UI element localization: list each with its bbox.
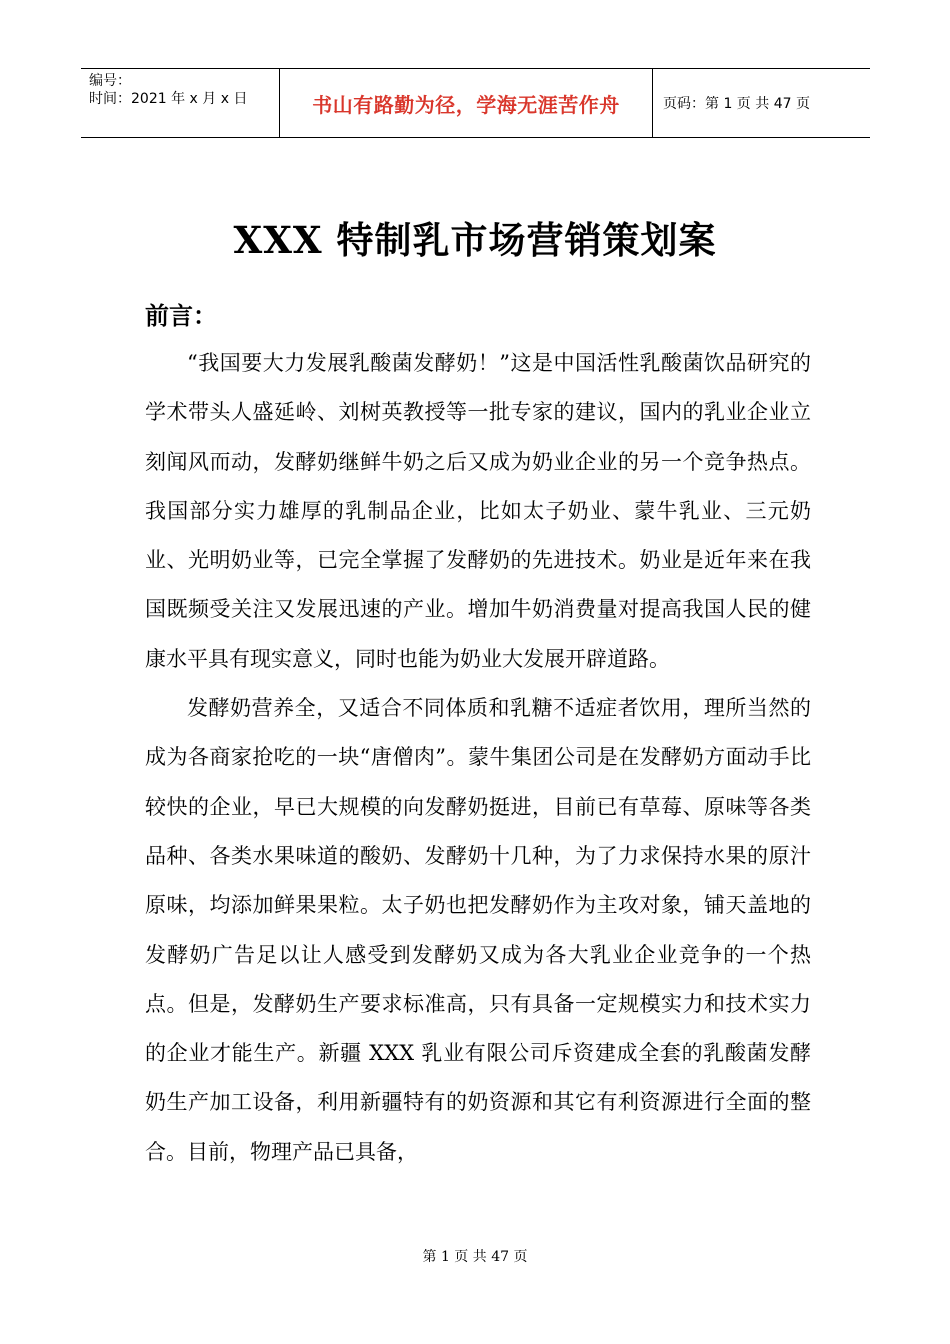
document-title: XXX 特制乳市场营销策划案: [233, 218, 717, 262]
page-info: 页码：第 1 页 共 47 页: [663, 96, 810, 112]
header-table: [81, 68, 870, 138]
document-body: [145, 339, 811, 1177]
paragraph-2: 发酵奶营养全，又适合不同体质和乳糖不适症者饮用，理所当然的成为各商家抢吃的一块“唐僧肉”。蒙牛集团公司是在发酵奶方面动手比较快的企业，早已大规模的向发酵奶挺进，目前已有草莓、原味等各类品种、各类水果味道的酸奶、发酵奶十几种，为了力求保持水果的原汁原味，均添加鲜果果粒。太子奶也把发酵奶作为主攻对象，铺天盖地的发酵奶广告足以让人感受到发酵奶又成为各大乳业企业竞争的一个热点。但是，发酵奶生产要求标准高，只有具备一定规模实力和技术实力的企业才能生产。新疆 XXX 乳业有限公司斥资建成全套的乳酸菌发酵奶生产加工设备，利用新疆特有的奶资源和其它有利资源进行全面的整合。目前，物理产品已具备，: [145, 696, 811, 1164]
header-page-cell: [653, 69, 870, 137]
page-footer: 第 1 页 共 47 页: [422, 1249, 528, 1265]
header-motto-cell: [280, 69, 653, 137]
paragraph-1: “我国要大力发展乳酸菌发酵奶！”这是中国活性乳酸菌饮品研究的学术带头人盛延岭、刘树英教授等一批专家的建议，国内的乳业企业立刻闻风而动，发酵奶继鲜牛奶之后又成为奶业企业的另一个竞争热点。我国部分实力雄厚的乳制品企业，比如太子奶业、蒙牛乳业、三元奶业、光明奶业等，已完全掌握了发酵奶的先进技术。奶业是近年来在我国既频受关注又发展迅速的产业。增加牛奶消费量对提高我国人民的健康水平具有现实意义，同时也能为奶业大发展开辟道路。: [145, 351, 811, 671]
header-meta-cell: [81, 69, 280, 137]
serial-number-label: 编号：: [89, 73, 131, 89]
motto-text: 书山有路勤为径，学海无涯苦作舟: [312, 92, 620, 117]
section-heading: 前言：: [145, 302, 217, 330]
date-label: 时间：2021 年 x 月 x 日: [89, 91, 248, 107]
